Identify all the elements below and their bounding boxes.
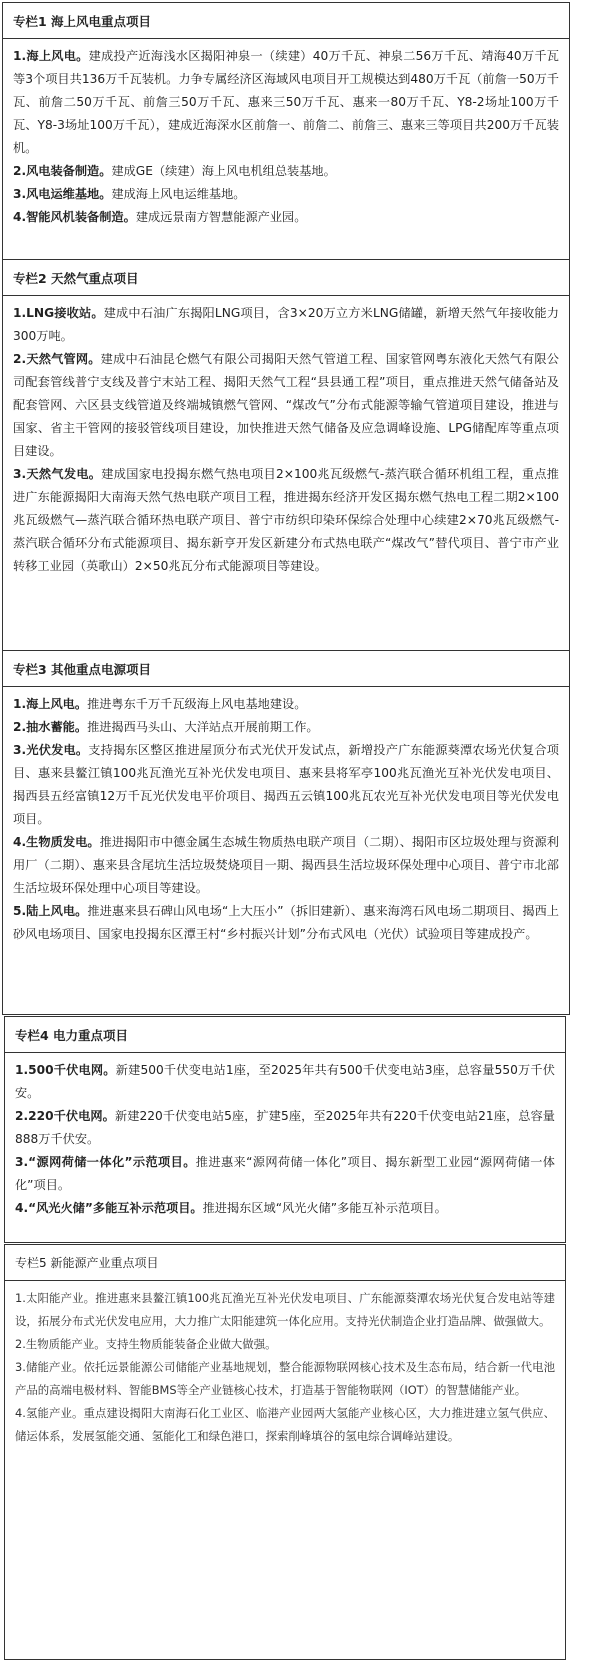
list-item (15, 1333, 555, 1356)
list-item (15, 1197, 555, 1220)
item-text: 新建500千伏变电站1座，至2025年共有500千伏变电站3座，总容量550万千伏安。 (15, 1063, 555, 1100)
item-heading: 1.500千伏电网。 (15, 1063, 116, 1077)
column-box-1-title: 专栏1 海上风电重点项目 (3, 3, 569, 39)
column-box-1-body (3, 39, 569, 233)
item-heading: 1.太阳能产业。 (15, 1291, 96, 1305)
item-heading: 2.生物质能产业。 (15, 1337, 106, 1351)
list-item (15, 1402, 555, 1448)
item-text: 重点建设揭阳大南海石化工业区、临港产业园两大氢能产业核心区，大力推进建立氢气供应、储运体系，发展氢能交通、氢能化工和绿色港口，探索削峰填谷的氢电综合调峰站建设。 (15, 1406, 555, 1443)
list-item (15, 1105, 555, 1151)
list-item (13, 900, 559, 946)
column-box-2 (2, 259, 570, 651)
column-box-4-title: 专栏4 电力重点项目 (5, 1017, 565, 1053)
list-item (13, 463, 559, 578)
item-text: 建成中石油广东揭阳LNG项目，含3×20万立方米LNG储罐，新增天然气年接收能力300万吨。 (13, 306, 559, 343)
item-text: 新建220千伏变电站5座，扩建5座，至2025年共有220千伏变电站21座，总容量888万千伏安。 (15, 1109, 555, 1146)
item-heading: 5.陆上风电。 (13, 904, 88, 918)
item-text: 推进揭东区域“风光火储”多能互补示范项目。 (202, 1201, 447, 1215)
list-item (15, 1151, 555, 1197)
item-text: 建成远景南方智慧能源产业园。 (135, 210, 307, 224)
item-heading: 3.“源网荷储一体化”示范项目。 (15, 1155, 196, 1169)
column-box-1 (2, 2, 570, 260)
item-text: 建成中石油昆仑燃气有限公司揭阳天然气管道工程、国家管网粤东液化天然气有限公司配套管线普宁支线及普宁末站工程、揭阳天然气工程“县县通工程”项目，重点推进天然气储备站及配套管网、六区县支线管道及终端城镇燃气管网、“煤改气”分布式能源等输气管道项目建设，推进与国家、省主干管网的接驳管线项目建设，加快推进天然气储备及应急调峰设施、LPG储配库等重点项目建设。 (13, 352, 559, 458)
list-item (15, 1287, 555, 1333)
item-heading: 2.抽水蓄能。 (13, 720, 88, 734)
item-text: 建成GE（续建）海上风电机组总装基地。 (111, 164, 336, 178)
column-box-5 (4, 1244, 566, 1660)
item-heading: 2.风电装备制造。 (13, 164, 112, 178)
column-box-3-title: 专栏3 其他重点电源项目 (3, 651, 569, 687)
item-heading: 2.天然气管网。 (13, 352, 101, 366)
item-text: 建成国家电投揭东燃气热电项目2×100兆瓦级燃气-蒸汽联合循环机组工程，重点推进广东能源揭阳大南海天然气热电联产项目工程，推进揭东经济开发区揭东燃气热电工程二期2×100兆瓦级燃气—蒸汽联合循环热电联产项目、普宁市纺织印染环保综合处理中心续建2×70兆瓦级燃气-蒸汽联合循环分布式能源项目、揭东新亨开发区新建分布式热电联产“煤改气”替代项目、普宁市产业转移工业园（英歌山）2×50兆瓦分布式能源项目等建设。 (13, 467, 559, 573)
list-item (15, 1356, 555, 1402)
item-text: 推进揭阳市中德金属生态城生物质热电联产项目（二期）、揭阳市区垃圾处理与资源利用厂（二期）、惠来县含尾坑生活垃圾焚烧项目一期、揭西县生活垃圾环保处理中心项目、普宁市北部生活垃圾环保处理中心项目等建设。 (13, 835, 559, 895)
list-item (13, 206, 559, 229)
column-box-3-body (3, 687, 569, 950)
column-box-4-body (5, 1053, 565, 1224)
column-box-2-body (3, 296, 569, 582)
item-heading: 2.220千伏电网。 (15, 1109, 115, 1123)
list-item (13, 716, 559, 739)
item-heading: 1.海上风电。 (13, 697, 88, 711)
item-text: 推进粤东千万千瓦级海上风电基地建设。 (87, 697, 307, 711)
item-heading: 1.LNG接收站。 (13, 306, 104, 320)
item-text: 依托远景能源公司储能产业基地规划，整合能源物联网核心技术及生态布局，结合新一代电池产品的高端电极材料、智能BMS等全产业链核心技术，打造基于智能物联网（IOT）的智慧储能产业。 (15, 1360, 555, 1397)
item-text: 支持生物质能装备企业做大做强。 (105, 1337, 277, 1351)
list-item (15, 1059, 555, 1105)
list-item (13, 45, 559, 160)
item-heading: 3.风电运维基地。 (13, 187, 112, 201)
item-heading: 3.天然气发电。 (13, 467, 102, 481)
item-text: 推进惠来“源网荷储一体化”项目、揭东新型工业园“源网荷储一体化”项目。 (15, 1155, 555, 1192)
item-heading: 3.储能产业。 (15, 1360, 84, 1374)
item-heading: 1.海上风电。 (13, 49, 89, 63)
item-text: 推进揭西马头山、大洋站点开展前期工作。 (87, 720, 319, 734)
item-heading: 3.光伏发电。 (13, 743, 89, 757)
list-item (13, 348, 559, 463)
item-text: 推进惠来县鳌江镇100兆瓦渔光互补光伏发电项目、广东能源葵潭农场光伏复合发电站等建设，拓展分布式光伏发电应用，大力推广太阳能建筑一体化应用。支持光伏制造企业打造品牌、做强做大。 (15, 1291, 555, 1328)
item-heading: 4.生物质发电。 (13, 835, 100, 849)
list-item (13, 183, 559, 206)
item-text: 推进惠来县石碑山风电场“上大压小”（拆旧建新）、惠来海湾石风电场二期项目、揭西上砂风电场项目、国家电投揭东区潭王村“乡村振兴计划”分布式风电（光伏）试验项目等建成投产。 (13, 904, 559, 941)
item-heading: 4.智能风机装备制造。 (13, 210, 136, 224)
item-heading: 4.氢能产业。 (15, 1406, 84, 1420)
list-item (13, 831, 559, 900)
column-box-4 (4, 1016, 566, 1243)
list-item (13, 160, 559, 183)
item-text: 支持揭东区整区推进屋顶分布式光伏开发试点，新增投产广东能源葵潭农场光伏复合项目、惠来县鳌江镇100兆瓦渔光互补光伏发电项目、惠来县将军亭100兆瓦渔光互补光伏发电项目、揭西县五经富镇12万千瓦光伏发电平价项目、揭西五云镇100兆瓦农光互补光伏发电项目等光伏发电项目。 (13, 743, 559, 826)
item-text: 建成投产近海浅水区揭阳神泉一（续建）40万千瓦、神泉二56万千瓦、靖海40万千瓦等3个项目共136万千瓦装机。力争专属经济区海域风电项目开工规模达到480万千瓦（前詹一50万千瓦、前詹二50万千瓦、前詹三50万千瓦、惠来三50万千瓦、惠来一80万千瓦、Y8-2场址100万千瓦、Y8-3场址100万千瓦），建成近海深水区前詹一、前詹二、前詹三、惠来三等项目共200万千瓦装机。 (13, 49, 559, 155)
column-box-5-body (5, 1281, 565, 1452)
item-text: 建成海上风电运维基地。 (111, 187, 246, 201)
column-box-5-title: 专栏5 新能源产业重点项目 (5, 1245, 565, 1281)
list-item (13, 739, 559, 831)
item-heading: 4.“风光火储”多能互补示范项目。 (15, 1201, 203, 1215)
column-box-3 (2, 650, 570, 1015)
list-item (13, 302, 559, 348)
list-item (13, 693, 559, 716)
column-box-2-title: 专栏2 天然气重点项目 (3, 260, 569, 296)
